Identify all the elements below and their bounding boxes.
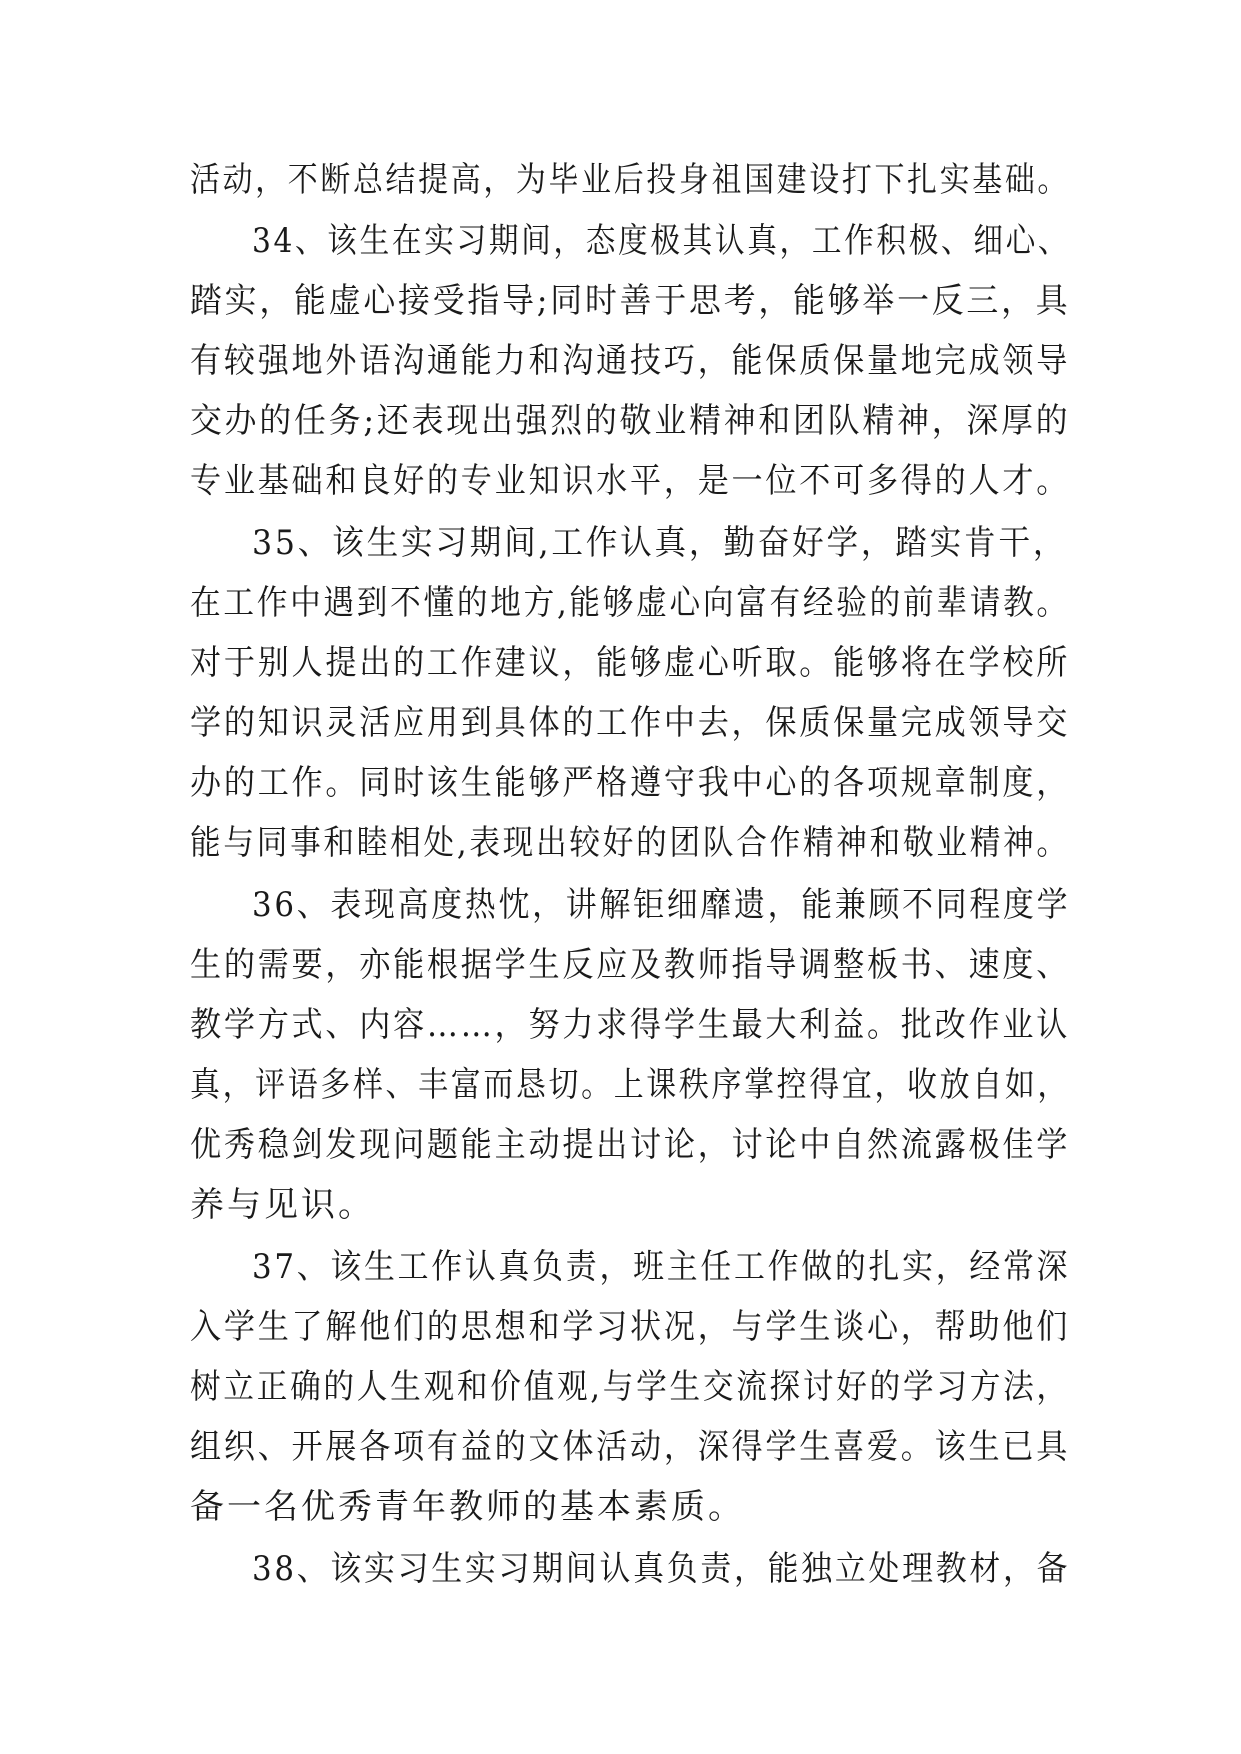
text-line: 生的需要，亦能根据学生反应及教师指导调整板书、速度、 <box>190 945 1071 985</box>
paragraph-38-first-line: 38、该实习生实习期间认真负责，能独立处理教材，备 <box>252 1549 1071 1589</box>
text-line: 树立正确的人生观和价值观,与学生交流探讨好的学习方法， <box>190 1367 1070 1407</box>
text-line: 学的知识灵活应用到具体的工作中去，保质保量完成领导交 <box>190 703 1071 743</box>
text-line: 能与同事和睦相处,表现出较好的团队合作精神和敬业精神。 <box>190 823 1070 863</box>
text-line: 备一名优秀青年教师的基本素质。 <box>190 1487 745 1527</box>
text-line: 办的工作。同时该生能够严格遵守我中心的各项规章制度， <box>190 763 1071 803</box>
text-line: 有较强地外语沟通能力和沟通技巧，能保质保量地完成领导 <box>190 341 1071 381</box>
text-line: 养与见识。 <box>190 1185 375 1225</box>
text-line: 专业基础和良好的专业知识水平，是一位不可多得的人才。 <box>190 461 1071 501</box>
text-line: 活动，不断总结提高，为毕业后投身祖国建设打下扎实基础。 <box>190 160 1071 200</box>
paragraph-36-first-line: 36、表现高度热忱，讲解钜细靡遗，能兼顾不同程度学 <box>252 885 1071 925</box>
text-line: 在工作中遇到不懂的地方,能够虚心向富有经验的前辈请教。 <box>190 583 1070 623</box>
paragraph-37-first-line: 37、该生工作认真负责，班主任工作做的扎实，经常深 <box>252 1247 1071 1287</box>
text-line: 组织、开展各项有益的文体活动，深得学生喜爱。该生已具 <box>190 1427 1071 1467</box>
text-line: 对于别人提出的工作建议，能够虚心听取。能够将在学校所 <box>190 643 1071 683</box>
text-line: 踏实，能虚心接受指导;同时善于思考，能够举一反三，具 <box>190 281 1071 321</box>
text-line: 优秀稳剑发现问题能主动提出讨论，讨论中自然流露极佳学 <box>190 1125 1071 1165</box>
text-line: 交办的任务;还表现出强烈的敬业精神和团队精神，深厚的 <box>190 401 1071 441</box>
paragraph-35-first-line: 35、该生实习期间,工作认真，勤奋好学，踏实肯干， <box>252 523 1068 563</box>
text-line: 教学方式、内容……，努力求得学生最大利益。批改作业认 <box>190 1005 1071 1045</box>
paragraph-34-first-line: 34、该生在实习期间，态度极其认真，工作积极、细心、 <box>252 221 1071 261</box>
text-line: 真，评语多样、丰富而恳切。上课秩序掌控得宜，收放自如， <box>190 1065 1071 1105</box>
text-line: 入学生了解他们的思想和学习状况，与学生谈心，帮助他们 <box>190 1307 1071 1347</box>
